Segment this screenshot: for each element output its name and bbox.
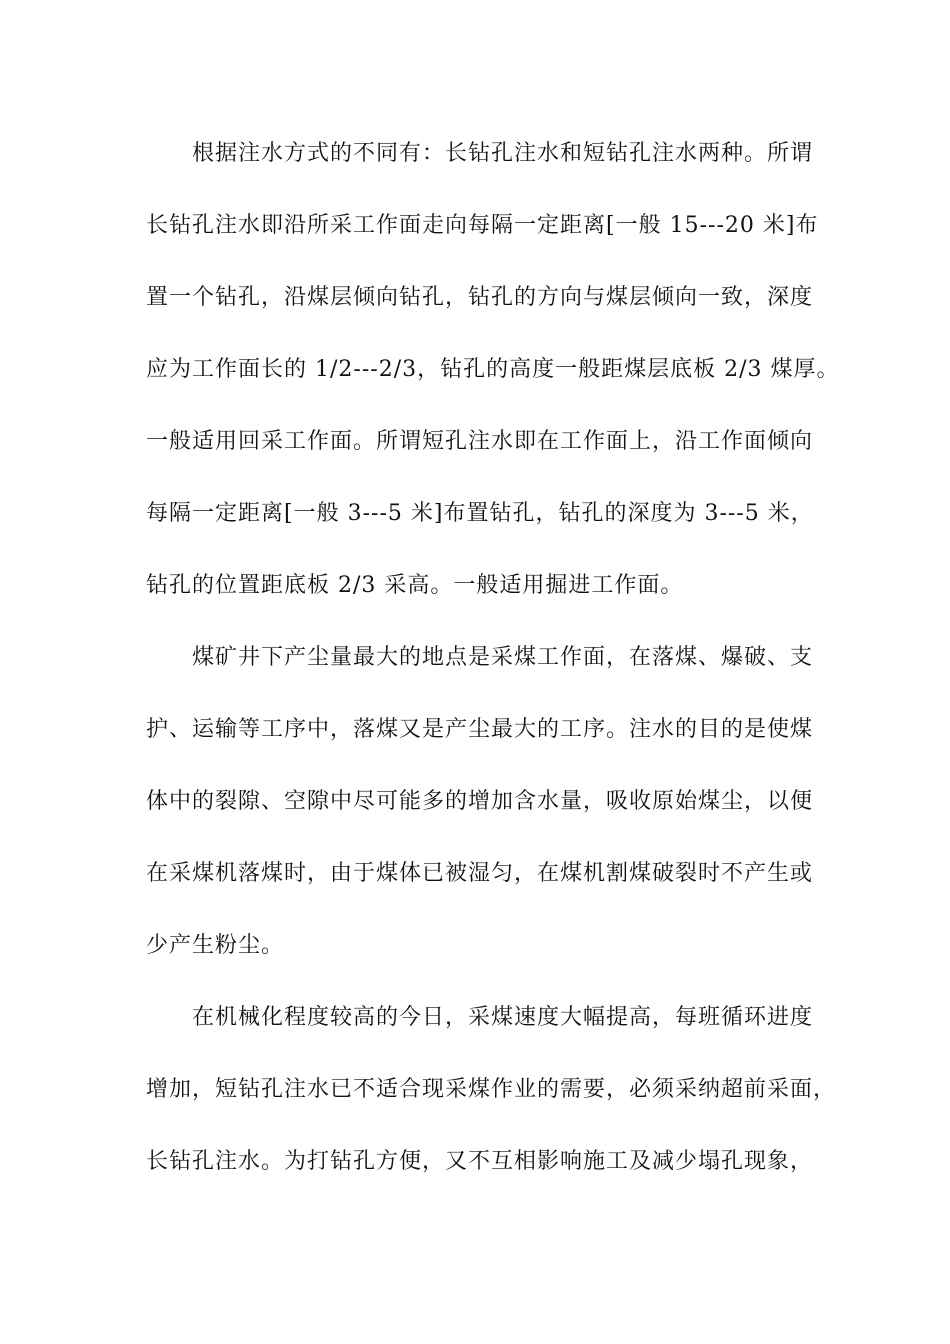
paragraph-3-line-1: 在机械化程度较高的今日，采煤速度大幅提高，每班循环进度 (192, 1005, 814, 1030)
paragraph-3-line-3: 长钻孔注水。为打钻孔方便，又不互相影响施工及减少塌孔现象， (146, 1149, 814, 1174)
paragraph-1-line-3: 置一个钻孔，沿煤层倾向钻孔，钻孔的方向与煤层倾向一致，深度 (146, 285, 814, 310)
paragraph-1-line-5: 一般适用回采工作面。所谓短孔注水即在工作面上，沿工作面倾向 (146, 429, 814, 454)
paragraph-1-line-4: 应为工作面长的 1/2---2/3，钻孔的高度一般距煤层底板 2/3 煤厚。 (146, 357, 840, 382)
paragraph-2-line-5: 少产生粉尘。 (146, 933, 285, 958)
paragraph-2-line-4: 在采煤机落煤时，由于煤体已被湿匀，在煤机割煤破裂时不产生或 (146, 861, 814, 886)
paragraph-2-line-3: 体中的裂隙、空隙中尽可能多的增加含水量，吸收原始煤尘，以便 (146, 789, 814, 814)
paragraph-1-line-1: 根据注水方式的不同有：长钻孔注水和短钻孔注水两种。所谓 (192, 141, 814, 166)
paragraph-1-line-6: 每隔一定距离[一般 3---5 米]布置钻孔，钻孔的深度为 3---5 米， (146, 501, 814, 526)
paragraph-2-line-1: 煤矿井下产尘量最大的地点是采煤工作面，在落煤、爆破、支 (192, 645, 814, 670)
paragraph-1-line-7: 钻孔的位置距底板 2/3 采高。一般适用掘进工作面。 (146, 573, 684, 598)
paragraph-2-line-2: 护、运输等工序中，落煤又是产尘最大的工序。注水的目的是使煤 (146, 717, 814, 742)
paragraph-3-line-2: 增加，短钻孔注水已不适合现采煤作业的需要，必须采纳超前采面， (146, 1077, 837, 1102)
paragraph-1-line-2: 长钻孔注水即沿所采工作面走向每隔一定距离[一般 15---20 米]布 (146, 213, 819, 238)
